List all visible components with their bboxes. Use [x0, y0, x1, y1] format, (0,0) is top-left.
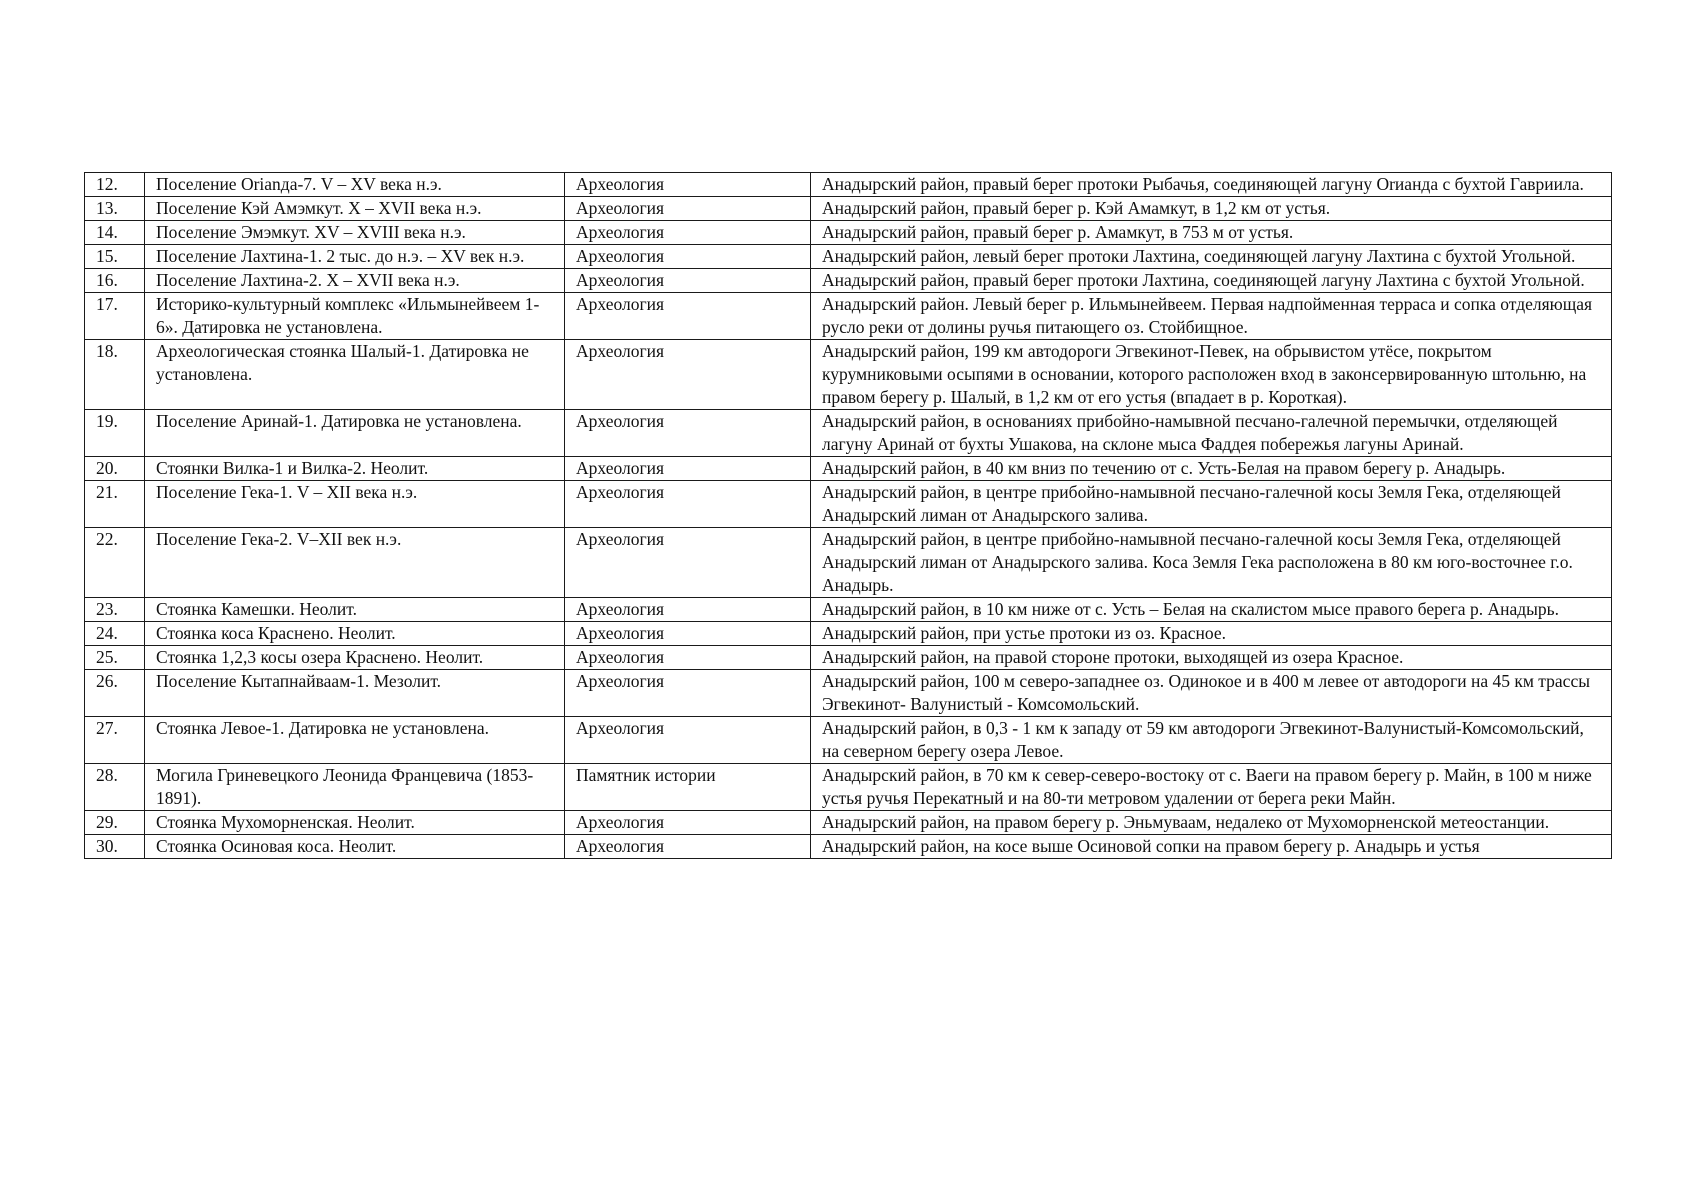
- row-number: 13.: [85, 197, 145, 221]
- row-number: 25.: [85, 646, 145, 670]
- site-location: Анадырский район, на правом берегу р. Эньмуваам, недалеко от Мухоморненской метеостанции.: [811, 811, 1612, 835]
- site-name: Поселение Кытапнайваам-1. Мезолит.: [145, 670, 565, 717]
- site-name: Стоянка Осиновая коса. Неолит.: [145, 835, 565, 859]
- row-number: 27.: [85, 717, 145, 764]
- site-location: Анадырский район, на косе выше Осиновой сопки на правом берегу р. Анадырь и устья: [811, 835, 1612, 859]
- site-type: Археология: [565, 293, 811, 340]
- site-location: Анадырский район, 199 км автодороги Эгвекинот-Певек, на обрывистом утёсе, покрытом курумниковыми осыпями в основании, которого расположен вход в законсервированную штольню, на правом берегу р. Шалый, в 1,2 км от его устья (впадает в р. Короткая).: [811, 340, 1612, 410]
- table-row: [85, 197, 1612, 221]
- table-row: [85, 811, 1612, 835]
- table-row: [85, 269, 1612, 293]
- site-name: Поселение Кэй Амэмкут. X – XVII века н.э.: [145, 197, 565, 221]
- site-name: Историко-культурный комплекс «Ильмынейвеем 1-6». Датировка не установлена.: [145, 293, 565, 340]
- row-number: 15.: [85, 245, 145, 269]
- row-number: 28.: [85, 764, 145, 811]
- site-name: Поселение Гека-1. V – XII века н.э.: [145, 481, 565, 528]
- table-row: [85, 293, 1612, 340]
- site-name: Поселение Эмэмкут. XV – XVIII века н.э.: [145, 221, 565, 245]
- site-name: Стоянка коса Краснено. Неолит.: [145, 622, 565, 646]
- site-name: Стоянка 1,2,3 косы озера Краснено. Неолит.: [145, 646, 565, 670]
- site-type: Памятник истории: [565, 764, 811, 811]
- table-row: [85, 717, 1612, 764]
- site-location: Анадырский район, в центре прибойно-намывной песчано-галечной косы Земля Гека, отделяющей Анадырский лиман от Анадырского залива.: [811, 481, 1612, 528]
- site-type: Археология: [565, 481, 811, 528]
- table-row: [85, 340, 1612, 410]
- site-name: Поселение Аринай-1. Датировка не установлена.: [145, 410, 565, 457]
- row-number: 21.: [85, 481, 145, 528]
- table-row: [85, 528, 1612, 598]
- site-name: Стоянка Мухоморненская. Неолит.: [145, 811, 565, 835]
- site-location: Анадырский район, левый берег протоки Лахтина, соединяющей лагуну Лахтина с бухтой Угольной.: [811, 245, 1612, 269]
- table-row: [85, 457, 1612, 481]
- site-type: Археология: [565, 622, 811, 646]
- table-row: [85, 173, 1612, 197]
- site-name: Поселение Гека-2. V–XII век н.э.: [145, 528, 565, 598]
- site-type: Археология: [565, 173, 811, 197]
- table-row: [85, 245, 1612, 269]
- row-number: 24.: [85, 622, 145, 646]
- table-row: [85, 670, 1612, 717]
- site-location: Анадырский район, правый берег протоки Рыбачья, соединяющей лагуну Orианда с бухтой Гавриила.: [811, 173, 1612, 197]
- site-location: Анадырский район, в 40 км вниз по течению от с. Усть-Белая на правом берегу р. Анадырь.: [811, 457, 1612, 481]
- row-number: 22.: [85, 528, 145, 598]
- site-location: Анадырский район, правый берег р. Кэй Амамкут, в 1,2 км от устья.: [811, 197, 1612, 221]
- row-number: 23.: [85, 598, 145, 622]
- site-location: Анадырский район, в основаниях прибойно-намывной песчано-галечной перемычки, отделяющей лагуну Аринай от бухты Ушакова, на склоне мыса Фаддея побережья лагуны Аринай.: [811, 410, 1612, 457]
- site-location: Анадырский район, в центре прибойно-намывной песчано-галечной косы Земля Гека, отделяющей Анадырский лиман от Анадырского залива. Коса Земля Гека расположена в 80 км юго-восточнее г.о. Анадырь.: [811, 528, 1612, 598]
- row-number: 16.: [85, 269, 145, 293]
- row-number: 12.: [85, 173, 145, 197]
- row-number: 20.: [85, 457, 145, 481]
- site-name: Поселение Orianда-7. V – XV века н.э.: [145, 173, 565, 197]
- site-name: Поселение Лахтина-2. X – XVII века н.э.: [145, 269, 565, 293]
- site-location: Анадырский район, правый берег р. Амамкут, в 753 м от устья.: [811, 221, 1612, 245]
- site-type: Археология: [565, 457, 811, 481]
- site-location: Анадырский район, в 70 км к север-северо-востоку от с. Ваеги на правом берегу р. Майн, в 100 м ниже устья ручья Перекатный и на 80-ти метровом удалении от берега реки Майн.: [811, 764, 1612, 811]
- table-row: [85, 410, 1612, 457]
- site-type: Археология: [565, 269, 811, 293]
- row-number: 19.: [85, 410, 145, 457]
- site-location: Анадырский район, на правой стороне протоки, выходящей из озера Красное.: [811, 646, 1612, 670]
- site-name: Стоянка Левое-1. Датировка не установлена.: [145, 717, 565, 764]
- table-row: [85, 598, 1612, 622]
- site-type: Археология: [565, 646, 811, 670]
- table-row: [85, 646, 1612, 670]
- site-type: Археология: [565, 835, 811, 859]
- site-location: Анадырский район. Левый берег р. Ильмынейвеем. Первая надпойменная терраса и сопка отделяющая русло реки от долины ручья питающего оз. Стойбищное.: [811, 293, 1612, 340]
- site-name: Могила Гриневецкого Леонида Францевича (1853-1891).: [145, 764, 565, 811]
- site-type: Археология: [565, 598, 811, 622]
- site-type: Археология: [565, 670, 811, 717]
- site-name: Археологическая стоянка Шалый-1. Датировка не установлена.: [145, 340, 565, 410]
- site-type: Археология: [565, 717, 811, 764]
- site-type: Археология: [565, 245, 811, 269]
- table-row: [85, 835, 1612, 859]
- row-number: 14.: [85, 221, 145, 245]
- row-number: 18.: [85, 340, 145, 410]
- site-type: Археология: [565, 528, 811, 598]
- table-row: [85, 622, 1612, 646]
- row-number: 26.: [85, 670, 145, 717]
- site-location: Анадырский район, в 10 км ниже от с. Усть – Белая на скалистом мысе правого берега р. Анадырь.: [811, 598, 1612, 622]
- table-row: [85, 221, 1612, 245]
- table-row: [85, 764, 1612, 811]
- heritage-sites-table: [84, 172, 1612, 859]
- site-type: Археология: [565, 221, 811, 245]
- row-number: 29.: [85, 811, 145, 835]
- row-number: 30.: [85, 835, 145, 859]
- row-number: 17.: [85, 293, 145, 340]
- site-name: Стоянка Камешки. Неолит.: [145, 598, 565, 622]
- site-type: Археология: [565, 197, 811, 221]
- site-name: Поселение Лахтина-1. 2 тыс. до н.э. – XV век н.э.: [145, 245, 565, 269]
- site-name: Стоянки Вилка-1 и Вилка-2. Неолит.: [145, 457, 565, 481]
- site-location: Анадырский район, 100 м северо-западнее оз. Одинокое и в 400 м левее от автодороги на 45 км трассы Эгвекинот- Валунистый - Комсомольский.: [811, 670, 1612, 717]
- table-row: [85, 481, 1612, 528]
- site-type: Археология: [565, 410, 811, 457]
- site-type: Археология: [565, 340, 811, 410]
- site-type: Археология: [565, 811, 811, 835]
- site-location: Анадырский район, в 0,3 - 1 км к западу от 59 км автодороги Эгвекинот-Валунистый-Комсомольский, на северном берегу озера Левое.: [811, 717, 1612, 764]
- site-location: Анадырский район, правый берег протоки Лахтина, соединяющей лагуну Лахтина с бухтой Угольной.: [811, 269, 1612, 293]
- site-location: Анадырский район, при устье протоки из оз. Красное.: [811, 622, 1612, 646]
